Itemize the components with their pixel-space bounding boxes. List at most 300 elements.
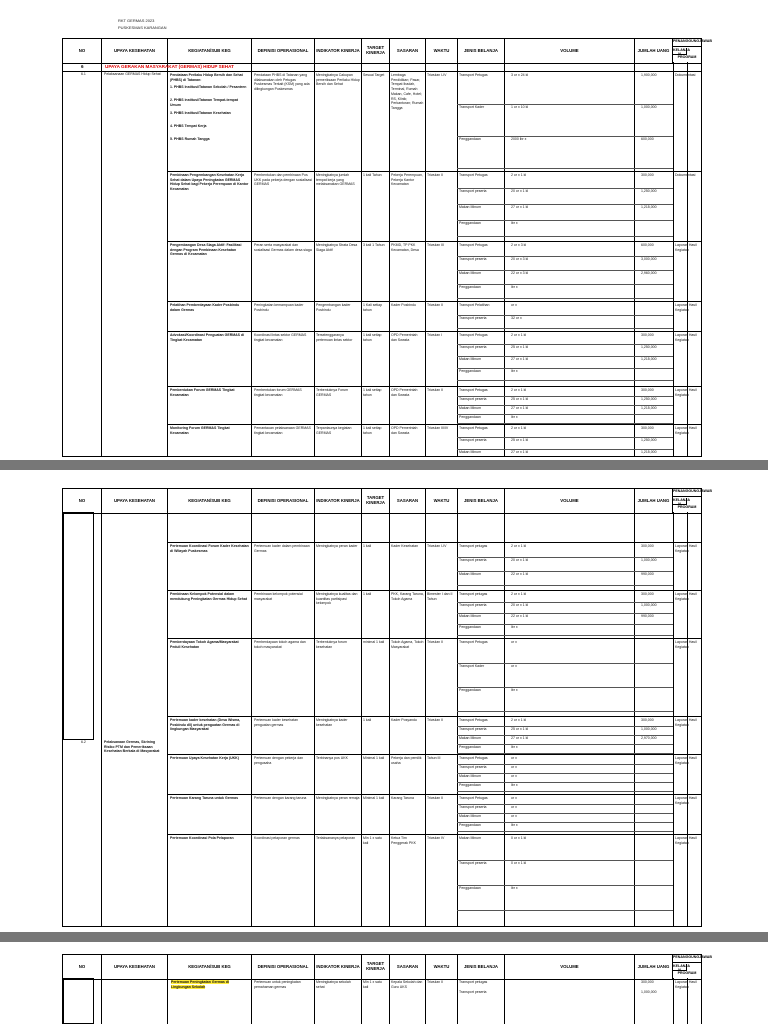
definisi-cell: Koordinasi pelaporan germas (254, 836, 300, 840)
jumlah-item: 300,000 (641, 544, 654, 548)
col-definisi: DEFINISI OPERASIONAL (251, 955, 314, 979)
jumlah-item: 1,250,000 (641, 438, 657, 442)
sasaran-cell: Kepala Sekolah dan Guru UKS (391, 980, 423, 989)
penanggungjawab-cell: Laporan Hasil Kegiatan (675, 836, 697, 845)
jumlah-item: 1,000,000 (641, 105, 657, 109)
col-definisi: DEFINISI OPERASIONAL (251, 39, 314, 63)
indikator-cell: Pengembangan kader Posbindu (316, 303, 351, 312)
section-title: UPAYA GERAKAN MASYARAKAT (GERMAS) HIDUP SEHAT (105, 64, 234, 69)
col-no: NO (78, 963, 86, 969)
col-jumlah: JUMLAH UANG (634, 489, 673, 513)
kegiatan-item: 1. PHBS Institusi/Tatanan Sekolah / Pesantren (170, 85, 247, 89)
sasaran-cell: PKK, Karang Taruna, Tokoh Agama (391, 592, 424, 601)
target-cell: 1 Kali setiap tahun (363, 303, 383, 312)
jumlah-item: 2,960,000 (641, 271, 657, 275)
volume-item: 27 or x 1 kl (511, 406, 529, 410)
row-no: 6.1 (81, 72, 86, 76)
volume-item: 2 or x 1 kl (511, 388, 527, 392)
jumlah-item: 1,900,000 (641, 73, 657, 77)
jumlah-item: 1,215,000 (641, 450, 657, 454)
volume-item: 25 or x 1 kl (511, 397, 529, 401)
volume-item: 32 or x (511, 316, 522, 320)
jenis-belanja-item: Transport Petugas (459, 173, 488, 177)
volume-item: 22 or x 1 kl (511, 572, 529, 576)
jenis-belanja-item: Transport peserta (459, 558, 487, 562)
jumlah-item: 1,250,000 (641, 189, 657, 193)
volume-item: lbr x (511, 823, 518, 827)
volume-item: 22 or x 3 kl (511, 271, 529, 275)
volume-item: 2 or x 1 kl (511, 333, 527, 337)
indikator-cell: Meningkatnya peran remaja (316, 796, 360, 800)
jenis-belanja-item: Penggandaan (459, 137, 481, 141)
jumlah-item: 1,250,000 (641, 345, 657, 349)
sasaran-cell: Tokoh Agama, Tokoh Masyarakat (391, 640, 424, 649)
definisi-cell: Peran serta masyarakat dan sosialisasi Germas dalam desa siaga (254, 243, 312, 252)
col-target: TARGET KINERJA (361, 39, 389, 63)
doc-title: RKT GERMAS 2023 (118, 18, 155, 23)
target-cell: minimal 1 kali (363, 640, 385, 644)
volume-item: or x (511, 805, 517, 809)
kegiatan-cell: Pembentukan Forum GERMAS Tingkat Kecamatan (170, 388, 235, 397)
jenis-belanja-item: Makan Minum (459, 271, 481, 275)
jenis-belanja-item: Transport peserta (459, 603, 487, 607)
jenis-belanja-item: Transport peserta (459, 727, 487, 731)
waktu-cell: Triwulan I (427, 333, 443, 337)
col-volume: VOLUME (504, 489, 634, 513)
col-volume: VOLUME (504, 39, 634, 63)
jumlah-0: 300,000 (641, 980, 654, 984)
col-no: NO (78, 47, 86, 53)
col-definisi: DEFINISI OPERASIONAL (251, 489, 314, 513)
jenis-belanja-item: Transport Kader (459, 105, 485, 109)
jumlah-item: 1,215,000 (641, 357, 657, 361)
definisi-cell: Pertemuan kader kesehatan penguatan germas (254, 718, 298, 727)
sasaran-cell: Ketua Tim Penggerak PKK (391, 836, 416, 845)
table-header (62, 488, 712, 514)
jenis-belanja-item: Makan Minum (459, 836, 481, 840)
waktu-cell: Triwulan II (427, 173, 444, 177)
volume-item: lbr x (511, 415, 518, 419)
jenis-belanja-item: Makan Minum (459, 814, 481, 818)
penanggungjawab-cell: Dokumentasi (675, 73, 696, 77)
sasaran-cell: Kader Kesehatan (391, 544, 419, 548)
row-no: 6.2 (81, 740, 86, 744)
table-header (62, 38, 712, 64)
penanggungjawab-cell: Laporan Hasil Kegiatan (675, 756, 697, 765)
kegiatan-item: 2. PHBS institusi/Tatanan Tempat-tempat Umum (170, 98, 238, 107)
volume-item: lbr x (511, 369, 518, 373)
jenis-belanja-item: Transport Petugas (459, 718, 488, 722)
col-jenis: JENIS BELANJA (457, 955, 504, 979)
waktu-cell: Triwulan II (427, 388, 444, 392)
jenis-belanja-item: Transport peserta (459, 316, 487, 320)
kegiatan-cell: Pembinaan Kelompok Potensial dalam mendukung Peningkatan Germas Hidup Sehat (170, 592, 248, 601)
kegiatan-cell: Pelatihan Pemberdayaan Kader Posbindu dalam Germas (170, 303, 240, 312)
volume-item: 3 or x 24 kl (511, 73, 529, 77)
volume-item: 22 or x 1 kl (511, 614, 529, 618)
target-cell: Minimal 1 kali (363, 796, 385, 800)
target-cell: Min 1 x satu kali (363, 836, 382, 845)
jenis-belanja-item: Transport Petugas (459, 243, 488, 247)
col-kegiatan: KEGIATAN/SUB KEG (167, 489, 251, 513)
col-penanggungjawab (673, 489, 712, 513)
volume-item: lbr x (511, 625, 518, 629)
col-target: TARGET KINERJA (361, 955, 389, 979)
section-no: 6 (81, 64, 84, 69)
waktu-cell: Triwulan III (427, 243, 444, 247)
volume-item: 0 or x 1 kl (511, 861, 527, 865)
volume-item: lbr x (511, 783, 518, 787)
jenis-belanja-item: Penggandaan (459, 369, 481, 373)
jumlah-item: 2,970,000 (641, 736, 657, 740)
col-volume: VOLUME (504, 955, 634, 979)
volume-item: 1 or x 10 kl (511, 105, 529, 109)
jenis-belanja-item: Transport Petugas (459, 640, 488, 644)
col-sasaran: SASARAN (389, 489, 425, 513)
definisi-cell: Pertemuan dengan karang taruna (254, 796, 307, 800)
jenis-belanja-item: Transport Petugas (459, 73, 488, 77)
indikator-cell: Meningkatnya kualitas dan kuantitas partisipasi kelompok (316, 592, 358, 606)
volume-item: 2 or x 3 kl (511, 243, 527, 247)
jenis-1: Transport peserta (459, 990, 487, 994)
sasaran-cell: Lembaga Pendidikan; Pasar, Tempat Ibadah, Terminal, Rumah Makan, Cafe, Hotel; RS, Klinik; Perkantoran; Rumah Tangga (391, 73, 424, 111)
definisi-cell: Pemberdayaan tokoh agama dan tokoh masyarakat (254, 640, 306, 649)
target-cell: 3 kali 1 Tahun (363, 243, 385, 247)
waktu-cell: Bimester I dan II Tahun (427, 592, 453, 601)
volume-item: lbr x (511, 285, 518, 289)
jenis-belanja-item: Penggandaan (459, 823, 481, 827)
volume-item: 0 or x 1 kl (511, 836, 527, 840)
pj-mid: KELANJA N (673, 498, 690, 506)
col-upaya: UPAYA KESEHATAN (101, 39, 167, 63)
jenis-belanja-item: Transport Petugas (459, 756, 488, 760)
col-indikator: INDIKATOR KINERJA (314, 489, 361, 513)
jumlah-1: 1,000,000 (641, 990, 657, 994)
indikator-cell: Terbinanya pos UKK (316, 756, 348, 760)
waktu-cell: Triwulan II (427, 718, 444, 722)
col-jumlah: JUMLAH UANG (634, 39, 673, 63)
jenis-belanja-item: Transport peserta (459, 805, 487, 809)
jenis-belanja-item: Makan Minum (459, 406, 481, 410)
col-indikator: INDIKATOR KINERJA (314, 955, 361, 979)
waktu-cell: Triwulan II (427, 980, 444, 984)
kegiatan-cell: Pertemuan Koordinasi Forum Kader Kesehatan di Wilayah Puskesmas (170, 544, 249, 553)
indikator-cell: Terbentuknya Forum GERMAS (316, 388, 349, 397)
volume-item: lbr x (511, 688, 518, 692)
indikator-cell: Meningkatnya peran kader (316, 544, 358, 548)
jenis-0: Transport petugas (459, 980, 488, 984)
kegiatan-cell: Pembinaan Pengembangan Kesehatan Kerja Sehat dalam Upaya Peningkatan GERMAS Hidup Sehat bagi Pekerja Perempuan di Kantor Kecamatan (170, 173, 249, 192)
sasaran-cell: Kader Posbindu (391, 303, 416, 307)
penanggungjawab-cell: Laporan Hasil Kegiatan (675, 426, 697, 435)
row-upaya: Pelaksanaan GERMAS Hidup Sehat (104, 72, 161, 76)
penanggungjawab-cell: Laporan Hasil Kegiatan (675, 544, 697, 553)
indikator-cell: Meningkatnya sekolah sehat (316, 980, 351, 989)
sasaran-cell: Kader Posyandu (391, 718, 417, 722)
jenis-belanja-item: Transport peserta (459, 397, 487, 401)
volume-item: lbr x (511, 221, 518, 225)
sasaran-cell: Pekerja dan pemilik usaha (391, 756, 422, 765)
jumlah-item: 600,000 (641, 243, 654, 247)
waktu-cell: Tahun III (427, 756, 441, 760)
kegiatan-item: 4. PHBS Tempat Kerja (170, 124, 207, 128)
jenis-belanja-item: Transport peserta (459, 765, 487, 769)
pj-bottom: PROGRAM (677, 505, 697, 509)
volume-item: 20 or x 3 kl (511, 257, 529, 261)
row-upaya: Pelaksanaan Germas, Skrining Risiko PTM dan Pemeriksaan Kesehatan Berkala di Masyarakat (104, 740, 160, 754)
col-upaya: UPAYA KESEHATAN (101, 489, 167, 513)
jenis-belanja-item: Penggandaan (459, 285, 481, 289)
penanggungjawab-cell: Laporan Hasil Kegiatan (675, 333, 697, 342)
col-indikator: INDIKATOR KINERJA (314, 39, 361, 63)
indikator-cell: Terbentuknya forum kesehatan (316, 640, 347, 649)
indikator-cell: Meningkatnya jumlah tempat kerja yang melaksanakan GERMAS (316, 173, 355, 187)
jenis-belanja-item: Transport Petugas (459, 426, 488, 430)
jumlah-item: 300,000 (641, 718, 654, 722)
target-cell: Sesuai Target (363, 73, 385, 77)
volume-item: 25 or x 1 kl (511, 345, 529, 349)
col-sasaran: SASARAN (389, 39, 425, 63)
waktu-cell: Triwulan II (427, 303, 444, 307)
doc-subtitle: PUSKESMAS KARANGAN (118, 25, 167, 30)
indikator-cell: Meningkatnya kader kesehatan (316, 718, 348, 727)
jenis-belanja-item: Makan Minum (459, 357, 481, 361)
jenis-belanja-item: Transport Petugas (459, 333, 488, 337)
jumlah-item: 1,000,000 (641, 558, 657, 562)
col-penanggungjawab (673, 955, 712, 979)
penanggungjawab-cell: Laporan Hasil Kegiatan (675, 303, 697, 312)
volume-item: 25 or x 1 kl (511, 727, 529, 731)
kegiatan-item: 5. PHBS Rumah Tangga (170, 137, 210, 141)
waktu-cell: Triwulan II (427, 640, 444, 644)
sasaran-cell: Pekerja Perempuan, Pekerja Kantor Kecamatan (391, 173, 423, 187)
jumlah-item: 1,215,000 (641, 406, 657, 410)
indikator-cell: Terpantaunya kegiatan GERMAS (316, 426, 352, 435)
definisi-cell: Pembentukan forum GERMAS tingkat kecamatan (254, 388, 302, 397)
page-3 (0, 942, 768, 1024)
jumlah-item: 300,000 (641, 426, 654, 430)
kegiatan-cell: Pertemuan Koordinasi Pola Pelaporan (170, 836, 234, 840)
jenis-belanja-item: Transport Petugas (459, 796, 488, 800)
jumlah-item: 300,000 (641, 592, 654, 596)
volume-item: or x (511, 814, 517, 818)
jenis-belanja-item: Penggandaan (459, 688, 481, 692)
jenis-belanja-item: Makan Minum (459, 205, 481, 209)
pj-mid: KELANJA N (673, 48, 690, 56)
volume-item: or x (511, 640, 517, 644)
left-merged-cell (63, 512, 94, 740)
kegiatan-cell (171, 980, 249, 989)
volume-item: lbr x (511, 745, 518, 749)
jenis-belanja-item: Makan Minum (459, 736, 481, 740)
pj-top: PENANGGUNGJAWAB (673, 489, 701, 497)
volume-item: lbr x (511, 886, 518, 890)
pj-mid: KELANJA N (673, 964, 690, 972)
penanggungjawab-cell: Laporan Hasil Kegiatan (675, 718, 697, 727)
jenis-belanja-item: Transport peserta (459, 257, 487, 261)
definisi-cell: Pemantauan pelaksanaan GERMAS tingkat kecamatan (254, 426, 311, 435)
penanggungjawab-cell: Laporan Hasil Kegiatan (675, 243, 697, 252)
left-merged-cell (63, 978, 94, 1024)
target-cell: 1 kali Tahun (363, 173, 382, 177)
volume-item: 27 or x 1 kl (511, 357, 529, 361)
jumlah-item: 300,000 (641, 333, 654, 337)
volume-item: or x (511, 774, 517, 778)
volume-item: 2000 lbr x (511, 137, 527, 141)
kegiatan-item: 3. PHBS Institusi/Tatanan Kesehatan (170, 111, 231, 115)
jenis-belanja-item: Penggandaan (459, 745, 481, 749)
jumlah-item: 1,215,000 (641, 205, 657, 209)
table-body-2 (62, 512, 702, 927)
target-cell: Minimal 1 kali (363, 756, 385, 760)
page-1 (0, 0, 768, 460)
definisi-cell: Peningkatan kemampuan kader Posbindu (254, 303, 304, 312)
kegiatan-text: Pertemuan Peningkatan Germas di Lingkungan Sekolah (171, 980, 229, 989)
jenis-belanja-item: Makan Minum (459, 774, 481, 778)
jenis-belanja-item: Penggandaan (459, 886, 481, 890)
jumlah-item: 990,000 (641, 614, 654, 618)
definisi-cell: Pertemuan kader dalam pembinaan Germas (254, 544, 310, 553)
volume-item: 2 or x 1 kl (511, 426, 527, 430)
kegiatan-cell: Pertemuan kader kesehatan (Desa Wisma, Posbindu dll) untuk penguatan Germas di lingkungan Masyarakat (170, 718, 241, 732)
kegiatan-cell: Advokasi/Koordinasi Penguatan GERMAS di Tingkat Kecamatan (170, 333, 245, 342)
pj-top: PENANGGUNGJAWAB (673, 39, 701, 47)
volume-item: 25 or x 1 kl (511, 438, 529, 442)
penanggungjawab-cell: Laporan Hasil Kegiatan (675, 796, 697, 805)
penanggungjawab-cell: Laporan Hasil Kegiatan (675, 388, 697, 397)
kegiatan-cell: Pemberdayaan Tokoh Agama/Masyarakat Peduli Kesehatan (170, 640, 239, 649)
kegiatan-cell: Pertemuan Upaya Kesehatan Kerja (UKK) (170, 756, 239, 760)
col-penanggungjawab (673, 39, 712, 63)
jumlah-item: 300,000 (641, 173, 654, 177)
jumlah-item: 1,000,000 (641, 727, 657, 731)
penanggungjawab-cell: Dokumentasi (675, 173, 696, 177)
kegiatan-cell: Pendataan Perilaku Hidup Bersih dan Sehat (PHBS) di Tatanan: (170, 73, 243, 82)
waktu-cell: Triwulan II (427, 796, 444, 800)
jumlah-item: 300,000 (641, 388, 654, 392)
jumlah-item: 3,000,000 (641, 257, 657, 261)
volume-item: or x (511, 756, 517, 760)
pj-cell: Laporan Hasil Kegiatan (675, 980, 697, 989)
jenis-belanja-item: Transport peserta (459, 438, 487, 442)
indikator-cell: Terlaksananya pelaporan (316, 836, 356, 840)
volume-item: 2 or x 1 kl (511, 718, 527, 722)
jenis-belanja-item: Makan Minum (459, 572, 481, 576)
volume-item: or x (511, 765, 517, 769)
volume-item: 20 or x 1 kl (511, 603, 529, 607)
definisi-cell: Pembentukan dan pembinaan Pos UKK pada pekerja dengan sosialisasi GERMAS (254, 173, 312, 187)
waktu-cell: Triwulan IV (427, 836, 445, 840)
jumlah-item: 600,000 (641, 137, 654, 141)
waktu-cell: Triwulan I-IV (427, 544, 447, 548)
penanggungjawab-cell: Laporan Hasil Kegiatan (675, 592, 697, 601)
penanggungjawab-cell: Laporan Hasil Kegiatan (675, 640, 697, 649)
sasaran-cell: OPD Pemerintah dan Swasta (391, 333, 418, 342)
table-body-3 (62, 978, 702, 1024)
jenis-belanja-item: Penggandaan (459, 783, 481, 787)
col-target: TARGET KINERJA (361, 489, 389, 513)
kegiatan-cell: Pengembangan Desa Siaga Aktif: Fasilitasi dengan Program Pembinaan Kesehatan Germas di Kecamatan (170, 243, 242, 257)
sasaran-cell: Karang Taruna (391, 796, 414, 800)
volume-item: or x (511, 796, 517, 800)
col-jenis: JENIS BELANJA (457, 489, 504, 513)
volume-item: or x (511, 303, 517, 307)
volume-item: 2 or x 1 kl (511, 592, 527, 596)
col-no: NO (78, 497, 86, 503)
target-cell: Min 1 x satu kali (363, 980, 382, 989)
volume-item: 20 or x 1 kl (511, 189, 529, 193)
volume-item: or x (511, 664, 517, 668)
jenis-belanja-item: Penggandaan (459, 415, 481, 419)
volume-item: 27 or x 1 kl (511, 205, 529, 209)
table-body-1 (62, 62, 702, 457)
target-cell: 1 kali setiap tahun (363, 388, 382, 397)
jenis-belanja-item: Transport peserta (459, 189, 487, 193)
jenis-belanja-item: Penggandaan (459, 625, 481, 629)
volume-item: 2 or x 1 kl (511, 544, 527, 548)
volume-item: 20 or x 1 kl (511, 558, 529, 562)
definisi-cell: Pendataan PHBS di Tatanan yang dilaksanakan oleh Petugas Puskesmas Terkait (KSM) yang ada dilingkungan Puskesmas (254, 73, 310, 92)
col-kegiatan: KEGIATAN/SUB KEG (167, 955, 251, 979)
target-cell: 1 kali setiap tahun (363, 333, 382, 342)
col-waktu: WAKTU (425, 39, 457, 63)
volume-item: 2 or x 1 kl (511, 173, 527, 177)
jenis-belanja-item: Makan Minum (459, 614, 481, 618)
jenis-belanja-item: Transport Petugas (459, 388, 488, 392)
col-waktu: WAKTU (425, 955, 457, 979)
jumlah-item: 1,250,000 (641, 397, 657, 401)
indikator-cell: Terselenggaranya pertemuan lintas sektor (316, 333, 353, 342)
jenis-belanja-item: Makan Minum (459, 450, 481, 454)
col-upaya: UPAYA KESEHATAN (101, 955, 167, 979)
sasaran-cell: OPD Pemerintah dan Swasta (391, 388, 418, 397)
col-jumlah: JUMLAH UANG (634, 955, 673, 979)
table-header (62, 954, 712, 980)
volume-item: 27 or x 1 kl (511, 450, 529, 454)
col-kegiatan: KEGIATAN/SUB KEG (167, 39, 251, 63)
pj-bottom: PROGRAM (677, 55, 697, 59)
jenis-belanja-item: Transport peserta (459, 345, 487, 349)
jenis-belanja-item: Penggandaan (459, 221, 481, 225)
jumlah-item: 1,000,000 (641, 603, 657, 607)
pj-top: PENANGGUNGJAWAB (673, 955, 701, 963)
kegiatan-cell: Monitoring Forum GERMAS Tingkat Kecamatan (170, 426, 230, 435)
definisi-cell: Koordinasi lintas sektor GERMAS tingkat kecamatan (254, 333, 307, 342)
kegiatan-cell: Pertemuan Karang Taruna untuk Germas (170, 796, 239, 800)
definisi-cell: Pertemuan untuk peningkatan pemahaman germas (254, 980, 301, 989)
jenis-belanja-item: Transport Pelatihan (459, 303, 490, 307)
jenis-belanja-item: Transport peserta (459, 861, 487, 865)
jenis-belanja-item: Transport Kader (459, 664, 485, 668)
definisi-cell: Pembinaan kelompok potensial masyarakat (254, 592, 303, 601)
volume-item: 27 or x 1 kl (511, 736, 529, 740)
jenis-belanja-item: Transport petugas (459, 544, 488, 548)
definisi-cell: Pertemuan dengan pekerja dan pengusaha (254, 756, 304, 765)
pj-bottom: PROGRAM (677, 971, 697, 975)
waktu-cell: Triwulan I-IV (427, 73, 447, 77)
col-sasaran: SASARAN (389, 955, 425, 979)
target-cell: 1 kali (363, 592, 372, 596)
col-waktu: WAKTU (425, 489, 457, 513)
target-cell: 1 kali (363, 544, 372, 548)
jenis-belanja-item: Transport petugas (459, 592, 488, 596)
sasaran-cell: OPD Pemerintah dan Swasta (391, 426, 418, 435)
jumlah-item: 990,000 (641, 572, 654, 576)
waktu-cell: Triwulan III/IV (427, 426, 449, 430)
indikator-cell: Meningkatnya Strata Desa Siaga Aktif (316, 243, 358, 252)
target-cell: 1 kali (363, 718, 372, 722)
target-cell: 1 kali setiap tahun (363, 426, 382, 435)
